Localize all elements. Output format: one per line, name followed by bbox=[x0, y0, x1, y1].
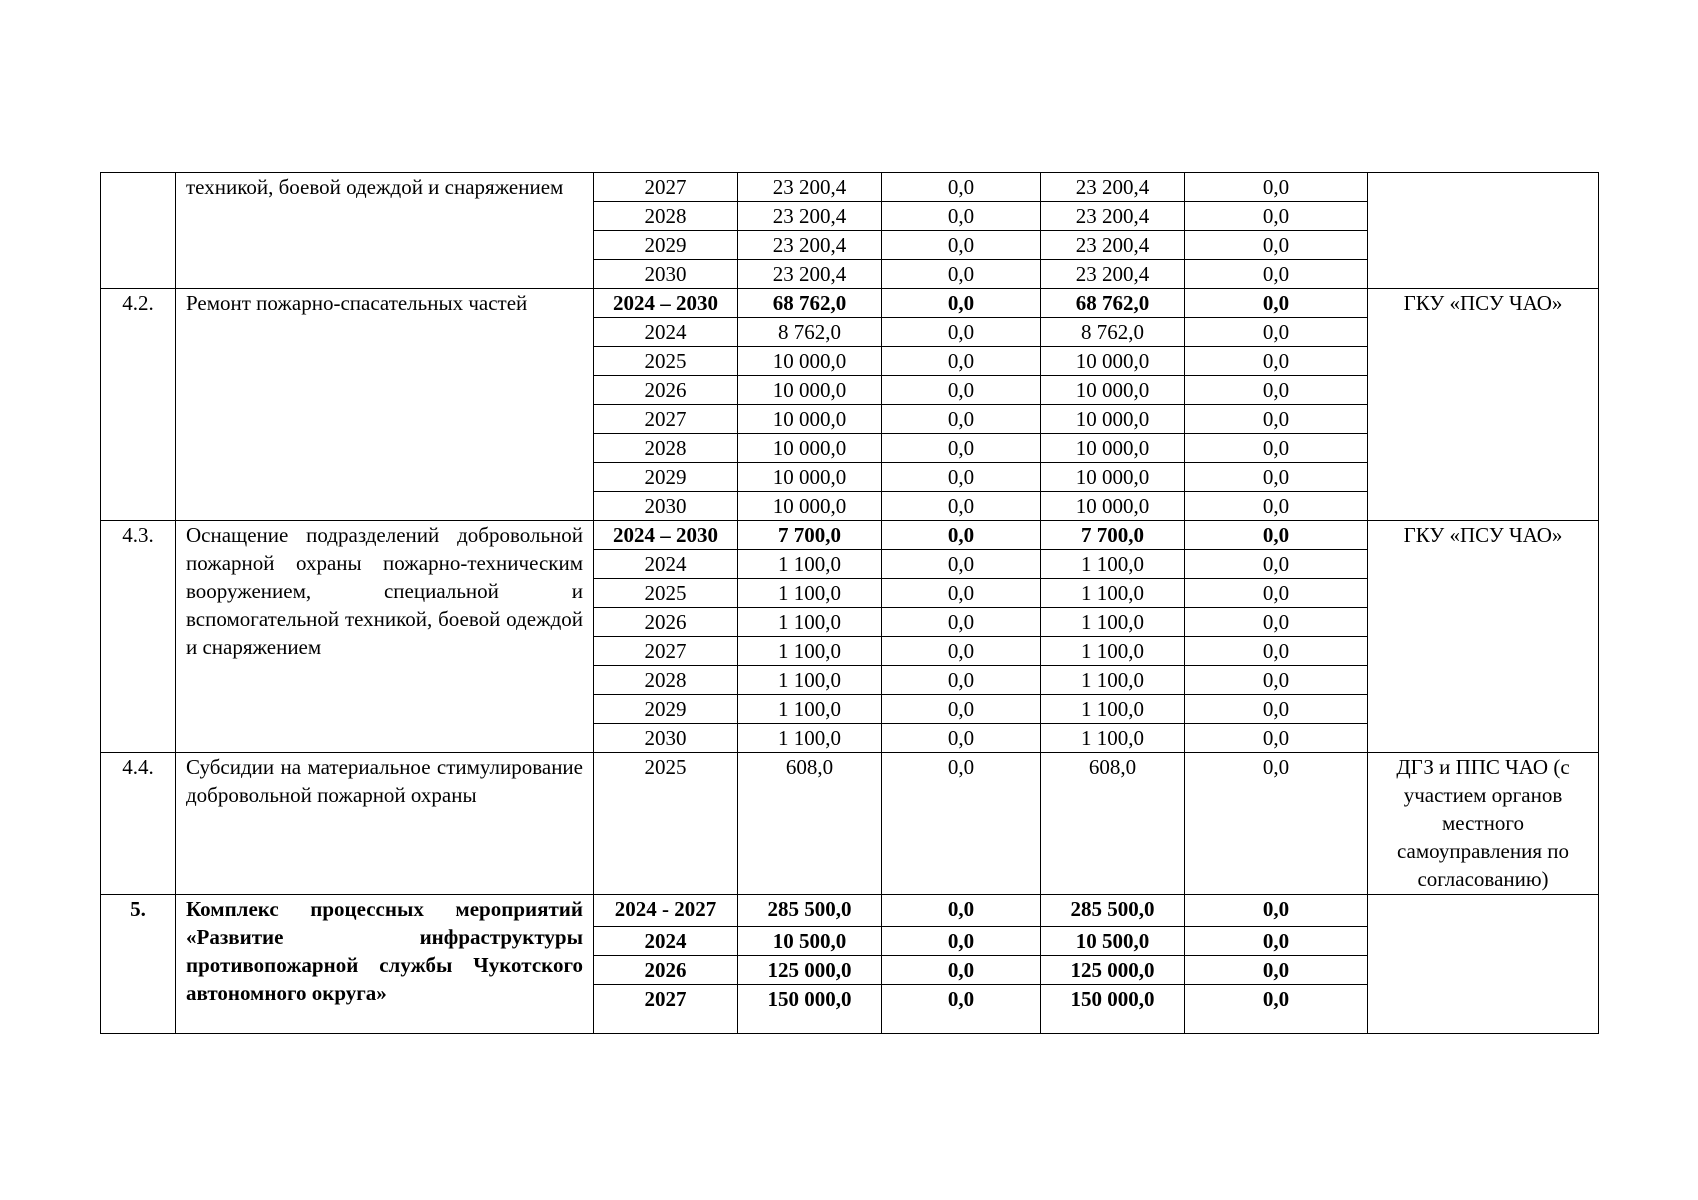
cell-total: 1 100,0 bbox=[738, 579, 882, 608]
cell-federal: 0,0 bbox=[882, 895, 1041, 927]
cell-other: 0,0 bbox=[1185, 666, 1368, 695]
cell-federal: 0,0 bbox=[882, 724, 1041, 753]
cell-year: 2029 bbox=[594, 231, 738, 260]
cell-total: 23 200,4 bbox=[738, 173, 882, 202]
cell-year: 2025 bbox=[594, 579, 738, 608]
cell-year: 2028 bbox=[594, 434, 738, 463]
item-executor: ГКУ «ПСУ ЧАО» bbox=[1368, 521, 1599, 753]
cell-regional: 150 000,0 bbox=[1041, 985, 1185, 1034]
cell-regional: 1 100,0 bbox=[1041, 608, 1185, 637]
cell-federal: 0,0 bbox=[882, 463, 1041, 492]
cell-other: 0,0 bbox=[1185, 173, 1368, 202]
cell-total: 125 000,0 bbox=[738, 956, 882, 985]
cell-year: 2026 bbox=[594, 376, 738, 405]
cell-year: 2024 bbox=[594, 550, 738, 579]
table-row-subtotal bbox=[101, 521, 1599, 550]
cell-total: 1 100,0 bbox=[738, 608, 882, 637]
item-description: Комплекс процессных мероприятий «Развитие инфраструктуры противопожарной службы Чукотского автономного округа» bbox=[176, 895, 594, 1034]
cell-year: 2027 bbox=[594, 985, 738, 1034]
cell-other: 0,0 bbox=[1185, 231, 1368, 260]
cell-total: 1 100,0 bbox=[738, 695, 882, 724]
cell-total: 7 700,0 bbox=[738, 521, 882, 550]
cell-total: 10 000,0 bbox=[738, 376, 882, 405]
item-description: Субсидии на материальное стимулирование добровольной пожарной охраны bbox=[176, 753, 594, 895]
cell-regional: 10 000,0 bbox=[1041, 347, 1185, 376]
cell-federal: 0,0 bbox=[882, 666, 1041, 695]
cell-other: 0,0 bbox=[1185, 550, 1368, 579]
cell-total: 23 200,4 bbox=[738, 231, 882, 260]
cell-regional: 10 500,0 bbox=[1041, 927, 1185, 956]
cell-total: 285 500,0 bbox=[738, 895, 882, 927]
cell-year: 2024 – 2030 bbox=[594, 289, 738, 318]
cell-regional: 23 200,4 bbox=[1041, 202, 1185, 231]
cell-federal: 0,0 bbox=[882, 434, 1041, 463]
item-description: техникой, боевой одеждой и снаряжением bbox=[176, 173, 594, 289]
cell-regional: 1 100,0 bbox=[1041, 695, 1185, 724]
item-executor bbox=[1368, 895, 1599, 1034]
cell-regional: 8 762,0 bbox=[1041, 318, 1185, 347]
cell-total: 10 000,0 bbox=[738, 405, 882, 434]
cell-federal: 0,0 bbox=[882, 376, 1041, 405]
cell-federal: 0,0 bbox=[882, 550, 1041, 579]
cell-total: 10 000,0 bbox=[738, 347, 882, 376]
cell-federal: 0,0 bbox=[882, 405, 1041, 434]
cell-year: 2025 bbox=[594, 347, 738, 376]
table-row bbox=[101, 753, 1599, 895]
cell-other: 0,0 bbox=[1185, 753, 1368, 895]
cell-regional: 10 000,0 bbox=[1041, 434, 1185, 463]
cell-year: 2027 bbox=[594, 405, 738, 434]
cell-regional: 1 100,0 bbox=[1041, 550, 1185, 579]
cell-total: 1 100,0 bbox=[738, 666, 882, 695]
cell-regional: 285 500,0 bbox=[1041, 895, 1185, 927]
item-description: Оснащение подразделений добровольной пожарной охраны пожарно-техническим вооружением, специальной и вспомогательной техникой, боевой одеждой и снаряжением bbox=[176, 521, 594, 753]
cell-other: 0,0 bbox=[1185, 434, 1368, 463]
cell-other: 0,0 bbox=[1185, 347, 1368, 376]
cell-total: 10 000,0 bbox=[738, 463, 882, 492]
cell-regional: 7 700,0 bbox=[1041, 521, 1185, 550]
cell-other: 0,0 bbox=[1185, 895, 1368, 927]
cell-regional: 608,0 bbox=[1041, 753, 1185, 895]
item-number bbox=[101, 173, 176, 289]
cell-total: 150 000,0 bbox=[738, 985, 882, 1034]
table-row bbox=[101, 173, 1599, 202]
cell-federal: 0,0 bbox=[882, 695, 1041, 724]
cell-year: 2024 - 2027 bbox=[594, 895, 738, 927]
cell-total: 68 762,0 bbox=[738, 289, 882, 318]
cell-other: 0,0 bbox=[1185, 985, 1368, 1034]
cell-regional: 23 200,4 bbox=[1041, 260, 1185, 289]
item-number: 5. bbox=[101, 895, 176, 1034]
cell-year: 2027 bbox=[594, 637, 738, 666]
cell-regional: 1 100,0 bbox=[1041, 579, 1185, 608]
cell-federal: 0,0 bbox=[882, 637, 1041, 666]
cell-other: 0,0 bbox=[1185, 695, 1368, 724]
cell-year: 2024 bbox=[594, 318, 738, 347]
cell-other: 0,0 bbox=[1185, 405, 1368, 434]
cell-other: 0,0 bbox=[1185, 608, 1368, 637]
funding-table bbox=[100, 172, 1599, 1034]
cell-other: 0,0 bbox=[1185, 289, 1368, 318]
table-row-subtotal bbox=[101, 895, 1599, 927]
table-row-subtotal bbox=[101, 289, 1599, 318]
cell-total: 23 200,4 bbox=[738, 202, 882, 231]
cell-federal: 0,0 bbox=[882, 521, 1041, 550]
cell-federal: 0,0 bbox=[882, 492, 1041, 521]
cell-total: 23 200,4 bbox=[738, 260, 882, 289]
cell-other: 0,0 bbox=[1185, 318, 1368, 347]
cell-year: 2026 bbox=[594, 956, 738, 985]
cell-federal: 0,0 bbox=[882, 753, 1041, 895]
cell-regional: 1 100,0 bbox=[1041, 666, 1185, 695]
cell-year: 2028 bbox=[594, 202, 738, 231]
item-description: Ремонт пожарно-спасательных частей bbox=[176, 289, 594, 521]
cell-year: 2029 bbox=[594, 695, 738, 724]
cell-year: 2027 bbox=[594, 173, 738, 202]
cell-federal: 0,0 bbox=[882, 289, 1041, 318]
cell-federal: 0,0 bbox=[882, 927, 1041, 956]
cell-federal: 0,0 bbox=[882, 985, 1041, 1034]
cell-total: 10 000,0 bbox=[738, 492, 882, 521]
cell-federal: 0,0 bbox=[882, 579, 1041, 608]
cell-other: 0,0 bbox=[1185, 202, 1368, 231]
cell-regional: 10 000,0 bbox=[1041, 463, 1185, 492]
cell-year: 2028 bbox=[594, 666, 738, 695]
cell-year: 2030 bbox=[594, 724, 738, 753]
cell-regional: 23 200,4 bbox=[1041, 173, 1185, 202]
cell-other: 0,0 bbox=[1185, 927, 1368, 956]
cell-total: 1 100,0 bbox=[738, 724, 882, 753]
item-executor bbox=[1368, 173, 1599, 289]
cell-total: 8 762,0 bbox=[738, 318, 882, 347]
cell-total: 10 500,0 bbox=[738, 927, 882, 956]
item-number: 4.2. bbox=[101, 289, 176, 521]
cell-other: 0,0 bbox=[1185, 637, 1368, 666]
item-number: 4.3. bbox=[101, 521, 176, 753]
cell-total: 10 000,0 bbox=[738, 434, 882, 463]
cell-regional: 125 000,0 bbox=[1041, 956, 1185, 985]
cell-federal: 0,0 bbox=[882, 318, 1041, 347]
cell-federal: 0,0 bbox=[882, 608, 1041, 637]
cell-year: 2030 bbox=[594, 492, 738, 521]
item-executor: ДГЗ и ППС ЧАО (с участием органов местного самоуправления по согласованию) bbox=[1368, 753, 1599, 895]
cell-other: 0,0 bbox=[1185, 492, 1368, 521]
item-number: 4.4. bbox=[101, 753, 176, 895]
cell-federal: 0,0 bbox=[882, 173, 1041, 202]
cell-total: 1 100,0 bbox=[738, 637, 882, 666]
cell-regional: 1 100,0 bbox=[1041, 637, 1185, 666]
cell-regional: 10 000,0 bbox=[1041, 376, 1185, 405]
cell-other: 0,0 bbox=[1185, 956, 1368, 985]
cell-other: 0,0 bbox=[1185, 463, 1368, 492]
cell-other: 0,0 bbox=[1185, 579, 1368, 608]
cell-regional: 68 762,0 bbox=[1041, 289, 1185, 318]
cell-federal: 0,0 bbox=[882, 202, 1041, 231]
cell-year: 2030 bbox=[594, 260, 738, 289]
cell-year: 2024 – 2030 bbox=[594, 521, 738, 550]
cell-federal: 0,0 bbox=[882, 347, 1041, 376]
cell-regional: 10 000,0 bbox=[1041, 405, 1185, 434]
cell-other: 0,0 bbox=[1185, 521, 1368, 550]
cell-total: 608,0 bbox=[738, 753, 882, 895]
cell-year: 2026 bbox=[594, 608, 738, 637]
cell-other: 0,0 bbox=[1185, 724, 1368, 753]
cell-regional: 10 000,0 bbox=[1041, 492, 1185, 521]
item-executor: ГКУ «ПСУ ЧАО» bbox=[1368, 289, 1599, 521]
cell-year: 2024 bbox=[594, 927, 738, 956]
cell-federal: 0,0 bbox=[882, 260, 1041, 289]
cell-federal: 0,0 bbox=[882, 956, 1041, 985]
cell-other: 0,0 bbox=[1185, 376, 1368, 405]
cell-regional: 23 200,4 bbox=[1041, 231, 1185, 260]
cell-total: 1 100,0 bbox=[738, 550, 882, 579]
cell-regional: 1 100,0 bbox=[1041, 724, 1185, 753]
cell-year: 2029 bbox=[594, 463, 738, 492]
cell-other: 0,0 bbox=[1185, 260, 1368, 289]
cell-federal: 0,0 bbox=[882, 231, 1041, 260]
cell-year: 2025 bbox=[594, 753, 738, 895]
